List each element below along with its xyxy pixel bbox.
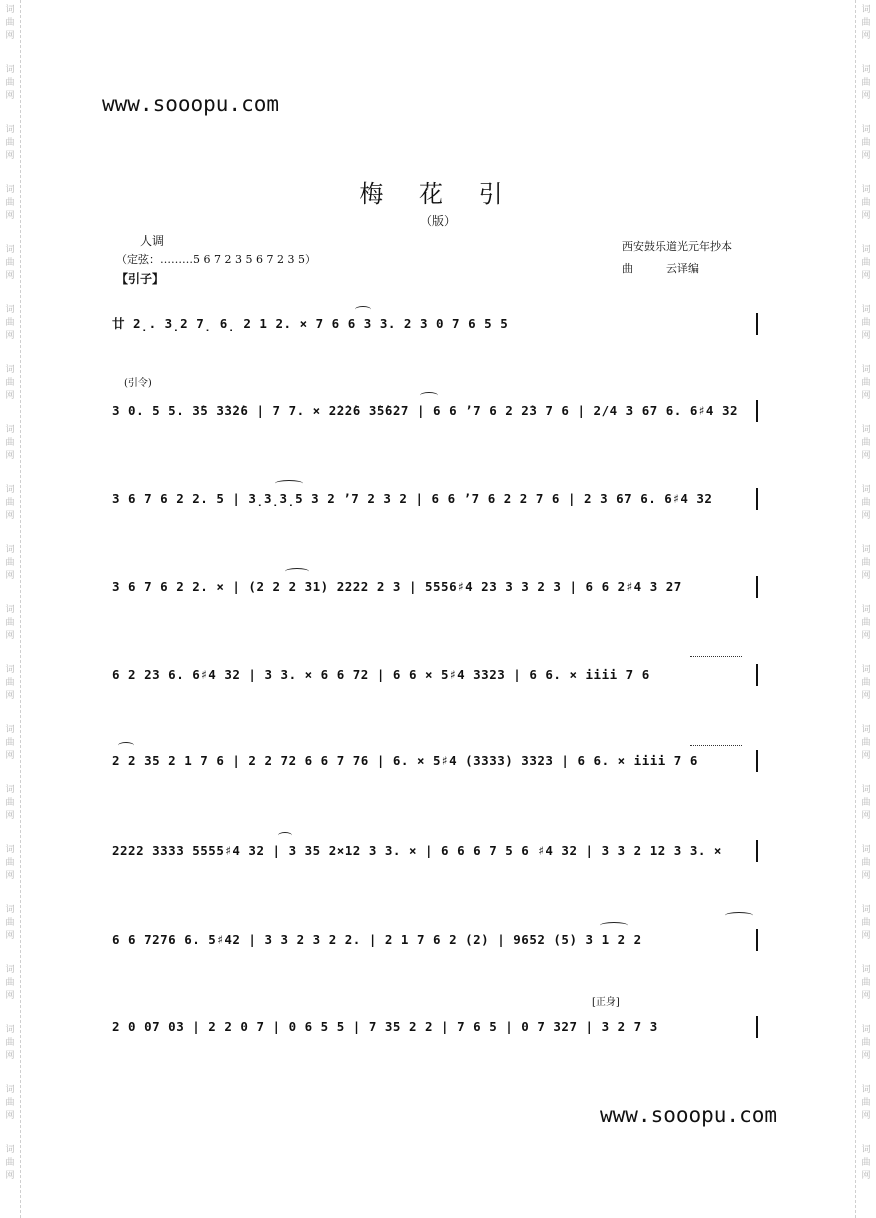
- rail-watermark-char: 词: [861, 365, 871, 375]
- slur-mark: [275, 480, 303, 487]
- dotted-extension-line: [690, 745, 742, 746]
- rail-watermark-char: 网: [861, 91, 871, 101]
- rail-watermark-char: 词: [5, 665, 15, 675]
- rail-watermark-char: 曲: [861, 18, 871, 28]
- rail-watermark-char: 词: [861, 125, 871, 135]
- rail-watermark-char: 曲: [5, 978, 15, 988]
- section-intro-label: 【引子】: [116, 272, 165, 286]
- rail-watermark-char: 网: [5, 31, 15, 41]
- rail-watermark-char: 词: [861, 965, 871, 975]
- rail-watermark-char: 网: [861, 751, 871, 761]
- score-subtitle: （版）: [419, 214, 456, 228]
- rail-watermark-char: 曲: [861, 558, 871, 568]
- rail-watermark-char: 曲: [5, 858, 15, 868]
- rail-watermark-char: 网: [861, 1171, 871, 1181]
- rail-watermark-char: 词: [861, 905, 871, 915]
- notation-line: 3 6 7 6 2 2. × | (2 2 2 31) 2222 2 3 | 5556♯4 23 3 3 2 3 | 6 6 2♯4 3 27: [112, 579, 682, 594]
- rail-watermark-char: 网: [861, 571, 871, 581]
- slur-mark: [118, 742, 134, 749]
- rail-watermark-char: 曲: [5, 918, 15, 928]
- rail-watermark-char: 曲: [861, 1158, 871, 1168]
- score-title: 梅 花 引: [359, 180, 517, 208]
- notation-line: 2 2 35 2 1 7 6 | 2 2 72 6 6 7 76 | 6. × 5♯4 (3333) 3323 | 6 6. × iiii 7 6: [112, 753, 698, 768]
- rail-watermark-char: 曲: [861, 378, 871, 388]
- rail-watermark-char: 词: [861, 5, 871, 15]
- rail-watermark-char: 网: [861, 631, 871, 641]
- rail-watermark-char: 词: [5, 965, 15, 975]
- rail-watermark-char: 曲: [5, 198, 15, 208]
- rail-watermark-char: 词: [861, 665, 871, 675]
- rail-watermark-char: 词: [5, 605, 15, 615]
- mode-label: 人调: [140, 234, 165, 248]
- notation-system-4: [112, 572, 758, 602]
- rail-watermark-char: 词: [5, 905, 15, 915]
- rail-watermark-char: 曲: [861, 138, 871, 148]
- rail-watermark-char: 词: [5, 1025, 15, 1035]
- rail-watermark-char: 词: [5, 785, 15, 795]
- site-url-top[interactable]: www.sooopu.com: [102, 92, 280, 116]
- slur-mark: [600, 922, 628, 929]
- rail-watermark-char: 词: [5, 5, 15, 15]
- rail-watermark-char: 曲: [5, 678, 15, 688]
- rail-watermark-char: 曲: [861, 318, 871, 328]
- rail-watermark-char: 词: [5, 845, 15, 855]
- rail-watermark-char: 网: [5, 391, 15, 401]
- rail-watermark-char: 曲: [5, 558, 15, 568]
- rail-watermark-char: 曲: [861, 258, 871, 268]
- rail-watermark-char: 曲: [861, 78, 871, 88]
- rail-watermark-char: 词: [5, 485, 15, 495]
- notation-line: 2 0 07 03 | 2 2 0 7 | 0 6 5 5 | 7 35 2 2 | 7 6 5 | 0 7 327 | 3 2 7 3: [112, 1019, 658, 1034]
- rail-watermark-char: 词: [5, 245, 15, 255]
- rail-watermark-char: 曲: [5, 78, 15, 88]
- rail-watermark-char: 曲: [861, 498, 871, 508]
- rail-watermark-char: 曲: [861, 618, 871, 628]
- rail-watermark-char: 词: [861, 425, 871, 435]
- notation-system-1: [112, 309, 758, 339]
- notation-system-6: [112, 746, 758, 776]
- rail-watermark-char: 网: [5, 811, 15, 821]
- rail-watermark-char: 词: [5, 725, 15, 735]
- rail-watermark-char: 网: [861, 1051, 871, 1061]
- rail-watermark-char: 曲: [861, 978, 871, 988]
- rail-watermark-char: 曲: [5, 618, 15, 628]
- rail-watermark-char: 词: [5, 1145, 15, 1155]
- slur-mark: [278, 832, 292, 839]
- rail-watermark-char: 词: [5, 125, 15, 135]
- rail-watermark-char: 词: [861, 305, 871, 315]
- notation-system-2: [112, 396, 758, 426]
- rail-watermark-char: 曲: [5, 1158, 15, 1168]
- rail-watermark-char: 曲: [861, 798, 871, 808]
- rail-watermark-char: 词: [861, 1085, 871, 1095]
- slur-mark: [355, 306, 371, 313]
- rail-watermark-char: 网: [5, 871, 15, 881]
- rail-watermark-char: 曲: [5, 1098, 15, 1108]
- rail-watermark-char: 网: [861, 811, 871, 821]
- rail-watermark-char: 词: [861, 845, 871, 855]
- rail-watermark-char: 网: [861, 1111, 871, 1121]
- rail-watermark-char: 网: [861, 991, 871, 1001]
- rail-watermark-char: 网: [5, 691, 15, 701]
- tuning-label: （定弦：………5 6 7 2 3 5 6 7 2 3 5）: [116, 253, 316, 266]
- rail-watermark-char: 网: [861, 691, 871, 701]
- rail-watermark-char: 网: [5, 1111, 15, 1121]
- section-zheng-shen-label: [正身]: [592, 997, 620, 1008]
- rail-watermark-char: 网: [861, 871, 871, 881]
- rail-watermark-char: 词: [5, 545, 15, 555]
- rail-watermark-char: 曲: [5, 18, 15, 28]
- slur-mark: [725, 912, 753, 919]
- rail-watermark-char: 网: [5, 631, 15, 641]
- rail-watermark-char: 网: [861, 211, 871, 221]
- rail-watermark-char: 曲: [5, 138, 15, 148]
- rail-watermark-char: 网: [5, 451, 15, 461]
- rail-watermark-char: 网: [861, 151, 871, 161]
- slur-mark: [420, 392, 438, 399]
- rail-watermark-char: 网: [861, 271, 871, 281]
- barline: [756, 750, 758, 772]
- barline: [756, 400, 758, 422]
- rail-watermark-char: 词: [861, 245, 871, 255]
- section-yin-ling-label: (引令): [124, 378, 152, 389]
- notation-system-7: [112, 836, 758, 866]
- rail-watermark-char: 词: [861, 485, 871, 495]
- rail-watermark-char: 曲: [861, 1038, 871, 1048]
- notation-line: 6 2 23 6. 6♯4 32 | 3 3. × 6 6 72 | 6 6 × 5♯4 3323 | 6 6. × iiii 7 6: [112, 667, 650, 682]
- barline: [756, 1016, 758, 1038]
- barline: [756, 488, 758, 510]
- rail-watermark-char: 曲: [5, 318, 15, 328]
- notation-system-5: [112, 660, 758, 690]
- rail-watermark-char: 网: [5, 1051, 15, 1061]
- rail-watermark-char: 曲: [5, 378, 15, 388]
- barline: [756, 576, 758, 598]
- rail-watermark-char: 网: [5, 751, 15, 761]
- rail-watermark-char: 曲: [861, 678, 871, 688]
- notation-line: 6 6 7276 6. 5♯42 | 3 3 2 3 2 2. | 2 1 7 6 2 (2) | 9652 (5) 3 1 2 2: [112, 932, 642, 947]
- rail-watermark-char: 网: [5, 1171, 15, 1181]
- notation-system-8: [112, 925, 758, 955]
- rail-watermark-char: 曲: [861, 1098, 871, 1108]
- rail-watermark-char: 网: [5, 571, 15, 581]
- rail-watermark-char: 曲: [861, 858, 871, 868]
- rail-watermark-char: 网: [5, 991, 15, 1001]
- rail-watermark-char: 曲: [861, 198, 871, 208]
- dotted-extension-line: [690, 656, 742, 657]
- rail-watermark-char: 网: [861, 931, 871, 941]
- notation-line: 廿 2̣. 3̣2 7̣ 6̣ 2 1 2. × 7 6 6 3 3. 2 3 0 7 6 5 5: [112, 316, 509, 331]
- barline: [756, 313, 758, 335]
- rail-watermark-char: 词: [5, 1085, 15, 1095]
- rail-watermark-char: 曲: [5, 258, 15, 268]
- rail-watermark-char: 词: [861, 1145, 871, 1155]
- arranger-label: 曲 云译编: [622, 262, 699, 275]
- rail-watermark-char: 网: [5, 91, 15, 101]
- rail-watermark-char: 词: [861, 65, 871, 75]
- rail-watermark-char: 词: [861, 605, 871, 615]
- rail-watermark-char: 词: [861, 1025, 871, 1035]
- barline: [756, 840, 758, 862]
- notation-line: 3 6 7 6 2 2. 5 | 3̣3̣3̣5 3 2 ʼ7 2 3 2 | 6 6 ʼ7 6 2 2 7 6 | 2 3 67 6. 6♯4 32: [112, 491, 713, 506]
- rail-watermark-char: 曲: [5, 438, 15, 448]
- source-label: 西安鼓乐道光元年抄本: [622, 240, 732, 253]
- rail-watermark-char: 曲: [5, 738, 15, 748]
- rail-watermark-char: 网: [861, 511, 871, 521]
- slur-mark: [285, 568, 309, 575]
- rail-watermark-char: 曲: [5, 498, 15, 508]
- rail-watermark-char: 词: [861, 725, 871, 735]
- rail-watermark-char: 词: [5, 65, 15, 75]
- notation-system-3: [112, 484, 758, 514]
- rail-watermark-char: 词: [5, 185, 15, 195]
- site-url-bottom[interactable]: www.sooopu.com: [600, 1103, 778, 1127]
- rail-watermark-char: 网: [861, 331, 871, 341]
- rail-watermark-char: 网: [5, 331, 15, 341]
- rail-watermark-char: 曲: [861, 738, 871, 748]
- rail-watermark-char: 词: [5, 305, 15, 315]
- rail-watermark-char: 网: [5, 271, 15, 281]
- rail-watermark-char: 网: [5, 511, 15, 521]
- notation-system-9: [112, 1012, 758, 1042]
- rail-watermark-char: 曲: [861, 918, 871, 928]
- rail-watermark-char: 曲: [861, 438, 871, 448]
- notation-line: 2222 3333 5555♯4 32 | 3 35 2×12 3 3. × | 6 6 6 7 5 6 ♯4 32 | 3 3 2 12 3 3. ×: [112, 843, 722, 858]
- rail-watermark-char: 网: [5, 931, 15, 941]
- rail-watermark-char: 词: [5, 425, 15, 435]
- barline: [756, 664, 758, 686]
- rail-watermark-char: 网: [5, 151, 15, 161]
- rail-watermark-char: 曲: [5, 1038, 15, 1048]
- rail-watermark-char: 词: [5, 365, 15, 375]
- rail-watermark-char: 词: [861, 545, 871, 555]
- rail-watermark-char: 词: [861, 185, 871, 195]
- rail-watermark-char: 网: [861, 451, 871, 461]
- rail-watermark-char: 网: [5, 211, 15, 221]
- rail-watermark-char: 曲: [5, 798, 15, 808]
- notation-line: 3 0. 5 5. 3̇5 3̇3̇2̇6 | 7 7. × 2̇2̇2̇6 3̇5̇6̇27 | 6 6 ʼ7 6 2 2̇3 7 6 | 2/4 3 67 6. 6♯4 32: [112, 403, 738, 418]
- rail-watermark-char: 网: [861, 391, 871, 401]
- rail-watermark-char: 词: [861, 785, 871, 795]
- rail-watermark-char: 网: [861, 31, 871, 41]
- barline: [756, 929, 758, 951]
